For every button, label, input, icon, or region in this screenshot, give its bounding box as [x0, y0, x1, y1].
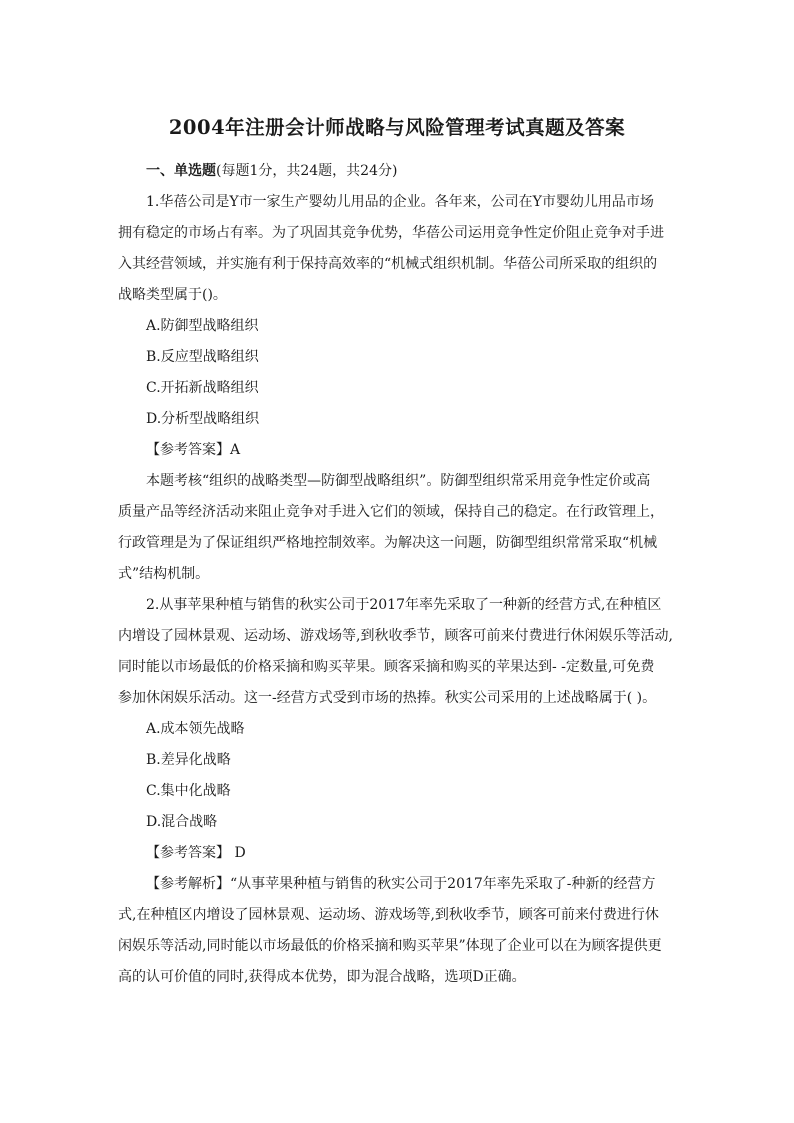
question-1-explanation-line-4: 式”结构机制。	[118, 566, 210, 582]
question-1-option-a: A.防御型战略组织	[146, 318, 259, 334]
question-1-line-4: 战略类型属于()。	[118, 287, 227, 303]
section-note: (每题1分，共24题，共24分)	[216, 163, 398, 179]
analysis-text: “从事苹果种植与销售的秋实公司于2017年率先采取了-种新的经营方	[230, 876, 656, 892]
question-1-option-c: C.开拓新战略组织	[146, 380, 259, 396]
question-2-option-c: C.集中化战略	[146, 783, 231, 799]
question-2-option-d: D.混合战略	[146, 814, 218, 830]
question-1-option-b: B.反应型战略组织	[146, 349, 259, 365]
question-2-line-3: 同时能以市场最低的价格采摘和购买苹果。顾客采摘和购买的苹果达到- -定数量,可免费	[118, 659, 655, 675]
question-2-option-a: A.成本领先战略	[146, 721, 245, 737]
question-1-line-2: 拥有稳定的市场占有率。为了巩固其竞争优势，华蓓公司运用竞争性定价阻止竞争对手进	[118, 225, 664, 241]
question-2-option-b: B.差异化战略	[146, 752, 231, 768]
question-1-explanation-line-2: 质量产品等经济活动来阻止竞争对手进入它们的领域，保持自己的稳定。在行政管理上，	[118, 504, 664, 520]
question-2-line-2: 内增设了园林景观、运动场、游戏场等,到秋收季节，顾客可前来付费进行休闲娱乐等活动,	[118, 628, 673, 644]
question-1-line-3: 入其经营领域，并实施有利于保持高效率的“机械式组织机制。华蓓公司所采取的组织的	[118, 256, 658, 272]
question-2-line-1: 2.从事苹果种植与销售的秋实公司于2017年率先采取了一种新的经营方式,在种植区	[146, 597, 662, 613]
answer-label: 【参考答案】	[146, 442, 230, 458]
section-heading: 一、单选题	[146, 163, 216, 179]
answer-value: A	[230, 442, 241, 458]
question-2-analysis-line-1	[118, 869, 678, 900]
question-1-answer	[118, 435, 678, 466]
question-2-analysis-line-4: 高的认可价值的同时,获得成本优势，即为混合战略，选项D正确。	[118, 969, 526, 985]
document-title: 2004年注册会计师战略与风险管理考试真题及答案	[168, 116, 626, 139]
question-1-line-1: 1.华蓓公司是Y市一家生产婴幼儿用品的企业。各年来，公司在Y市婴幼儿用品市场	[146, 194, 654, 210]
document-body	[118, 156, 678, 993]
section-heading-line	[118, 156, 678, 187]
question-1-explanation-line-3: 行政管理是为了保证组织严格地控制效率。为解决这一问题，防御型组织常常采取“机械	[118, 535, 658, 551]
question-2-line-4: 参加休闲娱乐活动。这一-经营方式受到市场的热捧。秋实公司采用的上述战略属于( )。	[118, 690, 657, 706]
answer-label: 【参考答案】	[146, 845, 230, 861]
question-2-analysis-line-2: 式,在种植区内增设了园林景观、运动场、游戏场等,到秋收季节，顾客可前来付费进行休	[118, 907, 659, 923]
question-2-answer	[118, 838, 678, 869]
answer-value: D	[234, 845, 246, 861]
question-1-explanation-line-1: 本题考核“组织的战略类型—防御型战略组织”。防御型组织常采用竞争性定价或高	[146, 473, 651, 489]
question-2-analysis-line-3: 闲娱乐等活动,同时能以市场最低的价格采摘和购买苹果”体现了企业可以在为顾客提供更	[118, 938, 662, 954]
question-1-option-d: D.分析型战略组织	[146, 411, 260, 427]
analysis-label: 【参考解析】	[146, 876, 230, 892]
